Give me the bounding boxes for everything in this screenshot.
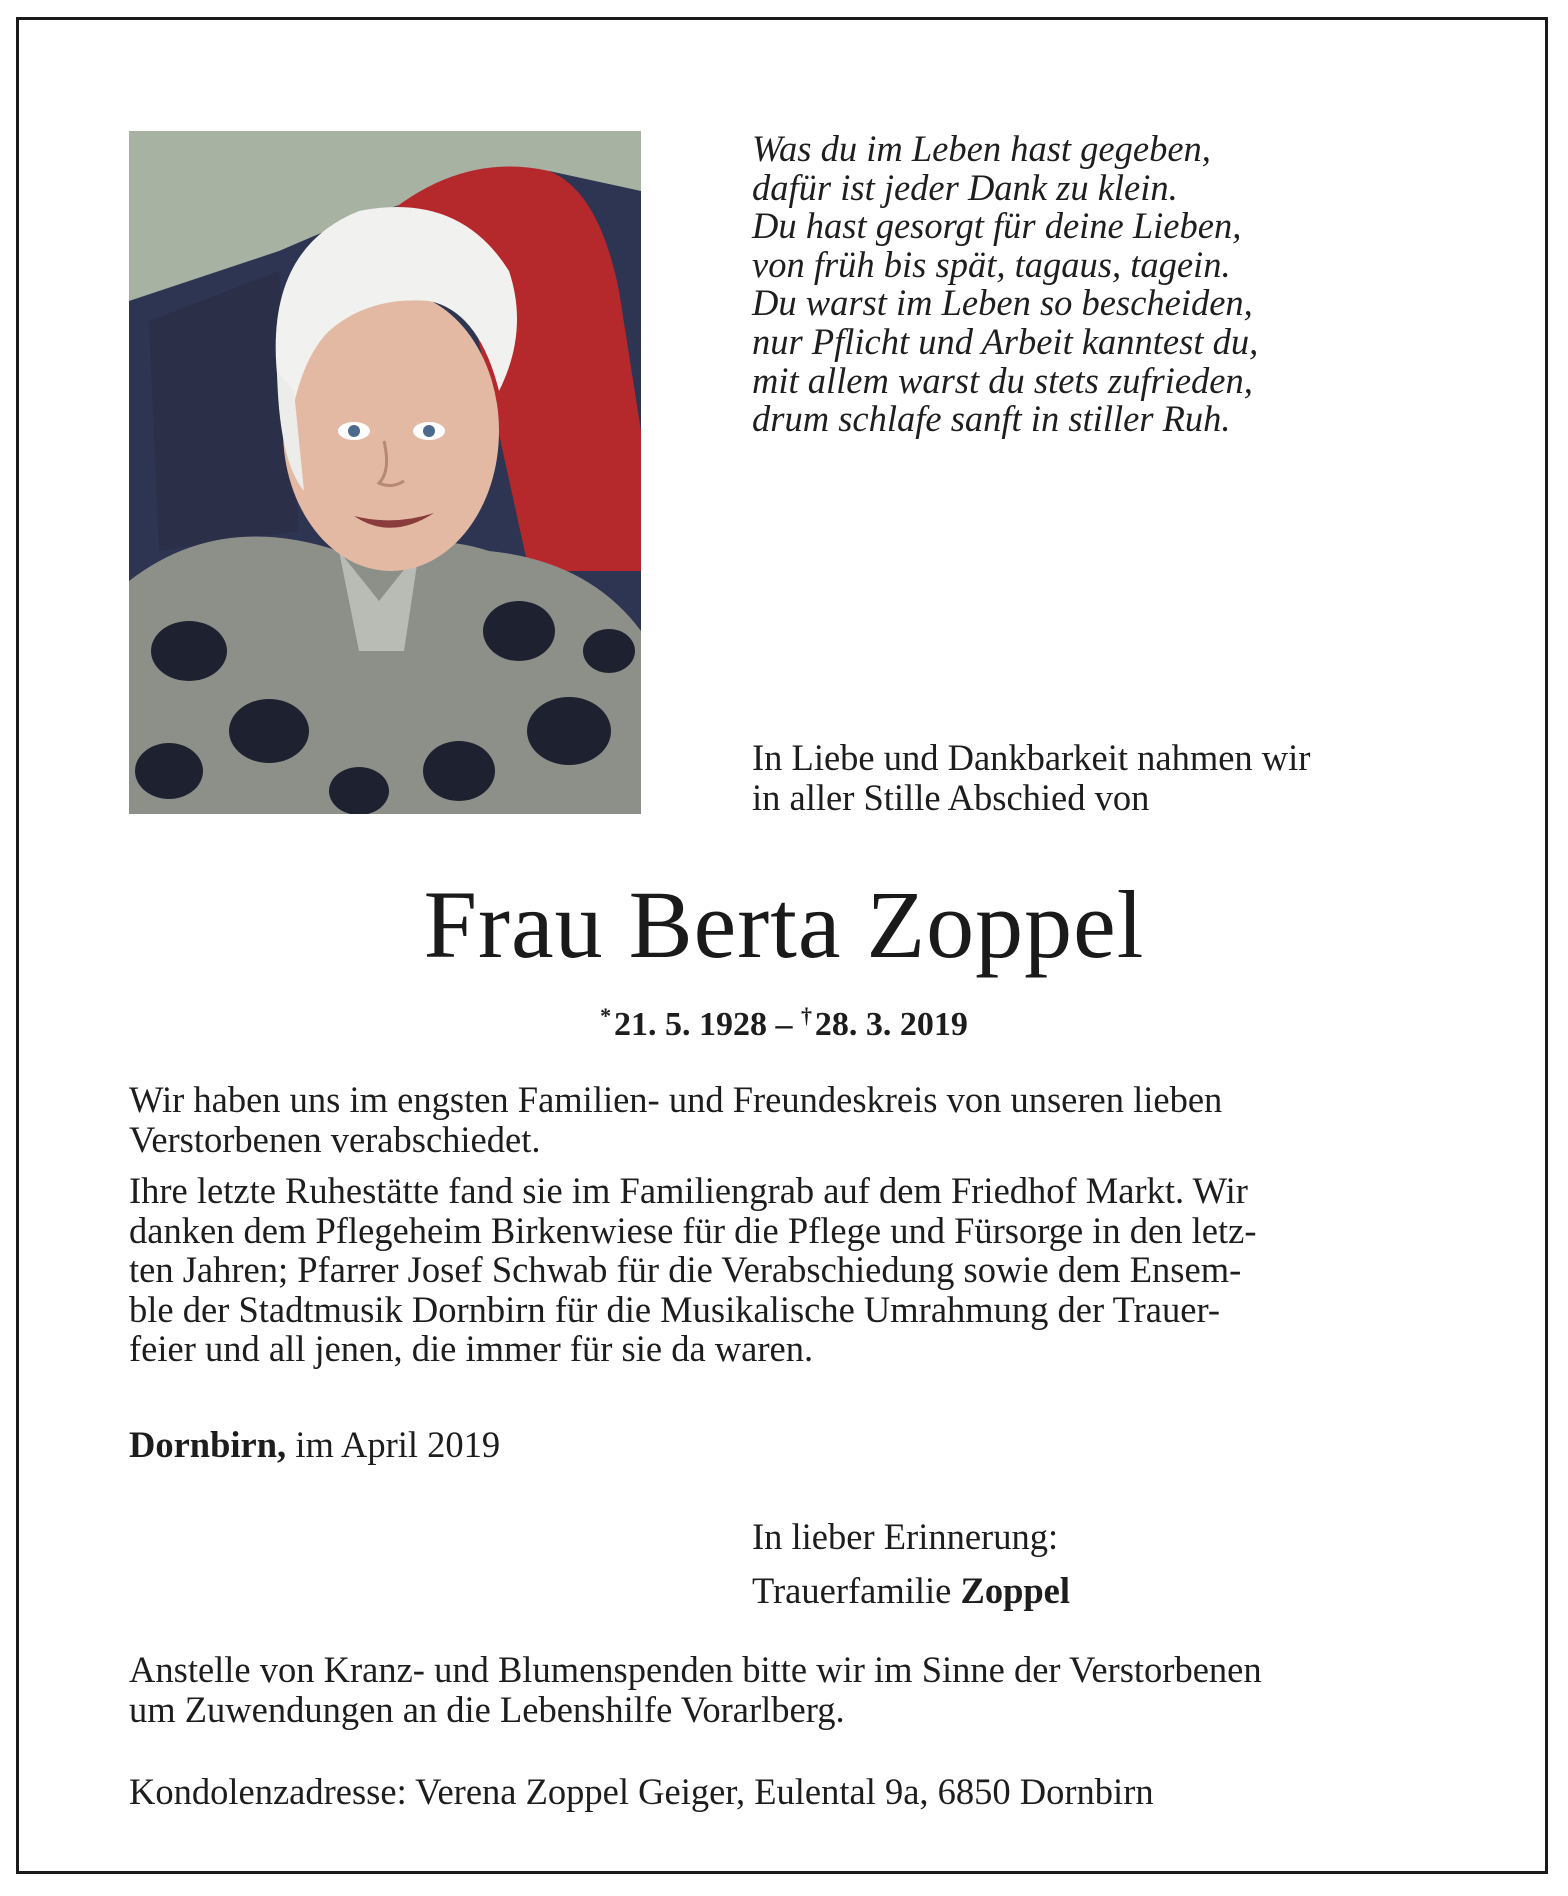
family-prefix: Trauerfamilie — [752, 1570, 961, 1611]
signoff — [752, 1510, 1070, 1618]
deceased-name: Frau Berta Zoppel — [423, 871, 1145, 978]
paragraph-line: ten Jahren; Pfarrer Josef Schwab für die Verabschiedung sowie dem Ensem- — [129, 1249, 1242, 1290]
intro-line: in aller Stille Abschied von — [752, 777, 1150, 818]
family-name: Zoppel — [960, 1570, 1071, 1611]
place-and-date — [129, 1425, 500, 1465]
donation-line: Anstelle von Kranz- und Blumenspenden bitte wir im Sinne der Verstorbenen — [129, 1649, 1262, 1690]
donation-note — [129, 1650, 1449, 1729]
poem-line: nur Pflicht und Arbeit kanntest du, — [752, 320, 1259, 362]
date: im April 2019 — [286, 1424, 501, 1465]
condolence-address: Kondolenzadresse: Verena Zoppel Geiger, Eulental 9a, 6850 Dornbirn — [129, 1771, 1154, 1812]
paragraph-line: danken dem Pflegeheim Birkenwiese für die Pflege und Fürsorge in den letz- — [129, 1209, 1257, 1251]
portrait-illustration — [129, 131, 641, 814]
poem-line: Du warst im Leben so bescheiden, — [752, 282, 1253, 324]
poem-line: von früh bis spät, tagaus, tagein. — [752, 243, 1231, 285]
death-date: 28. 3. 2019 — [814, 1006, 968, 1043]
paragraph-line: ble der Stadtmusik Dornbirn für die Musikalische Umrahmung der Trauer- — [129, 1288, 1221, 1330]
poem-line: Du hast gesorgt für deine Lieben, — [752, 205, 1242, 247]
paragraph-line: Verstorbenen verabschiedet. — [129, 1118, 541, 1160]
signoff-line: In lieber Erinnerung: — [752, 1516, 1059, 1557]
date-separator: – — [767, 1006, 801, 1043]
paragraph-line: feier und all jenen, die immer für sie da waren. — [129, 1328, 814, 1369]
donation-line: um Zuwendungen an die Lebenshilfe Vorarlberg. — [129, 1688, 845, 1730]
farewell-intro — [752, 738, 1512, 818]
portrait-photo — [129, 131, 641, 814]
intro-line: In Liebe und Dankbarkeit nahmen wir — [752, 737, 1311, 778]
poem-line: drum schlafe sanft in stiller Ruh. — [752, 398, 1231, 440]
poem-line: Was du im Leben hast gegeben, — [752, 128, 1211, 169]
life-dates — [0, 996, 1568, 1045]
paragraph-line: Wir haben uns im engsten Familien- und Freundeskreis von unseren lieben — [129, 1079, 1223, 1120]
birth-symbol: * — [600, 1003, 612, 1028]
notice-body — [129, 1080, 1439, 1369]
family-line — [752, 1564, 1070, 1618]
birth-date: 21. 5. 1928 — [614, 1006, 767, 1043]
poem-line: dafür ist jeder Dank zu klein. — [752, 166, 1178, 208]
place: Dornbirn, — [129, 1424, 287, 1465]
poem — [752, 130, 1472, 439]
poem-line: mit allem warst du stets zufrieden, — [752, 359, 1253, 401]
death-symbol: † — [801, 1003, 812, 1028]
paragraph-line: Ihre letzte Ruhestätte fand sie im Familiengrab auf dem Friedhof Markt. Wir — [129, 1170, 1248, 1211]
